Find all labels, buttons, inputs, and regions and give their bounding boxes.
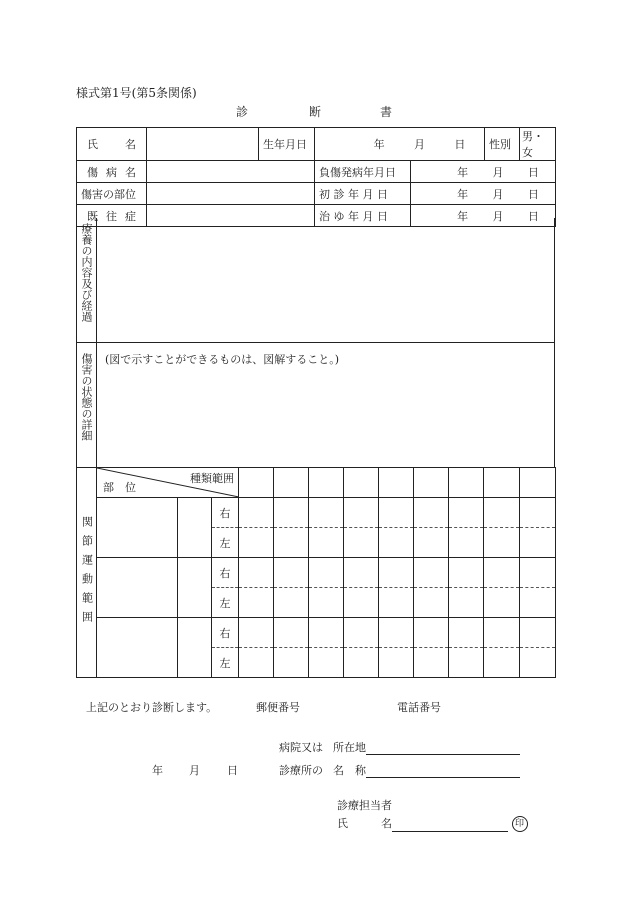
range-cell[interactable] bbox=[309, 618, 344, 648]
phone-label: 電話番号 bbox=[397, 701, 441, 714]
range-cell[interactable] bbox=[414, 588, 449, 618]
joint-part-field[interactable] bbox=[97, 558, 178, 618]
left-label: 左 bbox=[212, 648, 239, 678]
first-exam-label: 初 診 年 月 日 bbox=[315, 183, 411, 205]
patient-info-table bbox=[76, 127, 556, 227]
cure-date-field[interactable]: 年 月 日 bbox=[411, 205, 556, 227]
range-cell[interactable] bbox=[449, 528, 484, 558]
address-row bbox=[333, 739, 520, 755]
range-cell[interactable] bbox=[274, 498, 309, 528]
condition-label: 傷害の状態の詳細 bbox=[77, 343, 97, 467]
range-cell[interactable] bbox=[484, 558, 520, 588]
range-cell[interactable] bbox=[344, 648, 379, 678]
doctor-name-field[interactable] bbox=[392, 819, 508, 832]
hospital-line-2: 診療所の bbox=[279, 764, 323, 777]
range-cell[interactable] bbox=[344, 588, 379, 618]
birth-date-field[interactable]: 年 月 日 bbox=[315, 128, 485, 161]
history-label-cell: 既 往 症 bbox=[77, 205, 147, 227]
header-part: 部 位 bbox=[103, 481, 136, 494]
range-cell[interactable] bbox=[379, 588, 414, 618]
range-cell[interactable] bbox=[379, 618, 414, 648]
facility-name-row bbox=[333, 762, 520, 778]
range-cell[interactable] bbox=[309, 498, 344, 528]
range-cell[interactable] bbox=[520, 468, 556, 498]
range-cell[interactable] bbox=[484, 468, 520, 498]
range-cell[interactable] bbox=[520, 558, 556, 588]
range-cell[interactable] bbox=[414, 498, 449, 528]
range-cell[interactable] bbox=[520, 588, 556, 618]
diagnosis-statement: 上記のとおり診断します。 bbox=[86, 701, 218, 714]
range-cell[interactable] bbox=[309, 468, 344, 498]
left-label: 左 bbox=[212, 588, 239, 618]
range-cell[interactable] bbox=[239, 648, 274, 678]
treatment-label: 療養の内容及び経過 bbox=[77, 218, 97, 342]
treatment-section[interactable] bbox=[76, 218, 555, 343]
sex-label: 性別 bbox=[485, 128, 520, 161]
title-char-3: 書 bbox=[380, 105, 393, 119]
header-type-range: 種類範囲 bbox=[190, 472, 235, 485]
range-cell[interactable] bbox=[484, 588, 520, 618]
injury-date-field[interactable]: 年 月 日 bbox=[411, 161, 556, 183]
disease-field[interactable] bbox=[147, 161, 315, 183]
range-cell[interactable] bbox=[449, 468, 484, 498]
document-title bbox=[0, 103, 630, 119]
range-cell[interactable] bbox=[274, 558, 309, 588]
range-cell[interactable] bbox=[449, 558, 484, 588]
sex-choice[interactable]: 男・女 bbox=[520, 128, 556, 161]
range-cell[interactable] bbox=[449, 618, 484, 648]
name-label-cell: 氏 名 bbox=[77, 128, 147, 161]
date-day: 日 bbox=[227, 764, 238, 777]
range-cell[interactable] bbox=[520, 528, 556, 558]
right-label: 右 bbox=[212, 498, 239, 528]
range-cell[interactable] bbox=[274, 648, 309, 678]
right-label: 右 bbox=[212, 618, 239, 648]
range-cell[interactable] bbox=[344, 558, 379, 588]
range-cell[interactable] bbox=[379, 468, 414, 498]
range-cell[interactable] bbox=[344, 468, 379, 498]
joint-part-field[interactable] bbox=[97, 498, 178, 558]
range-cell[interactable] bbox=[379, 528, 414, 558]
range-cell[interactable] bbox=[414, 648, 449, 678]
range-cell[interactable] bbox=[344, 528, 379, 558]
joint-part-field[interactable] bbox=[97, 618, 178, 678]
seal-icon: 印 bbox=[512, 816, 528, 832]
range-cell[interactable] bbox=[309, 528, 344, 558]
range-cell[interactable] bbox=[414, 618, 449, 648]
joint-range-table bbox=[76, 467, 556, 678]
range-cell[interactable] bbox=[239, 468, 274, 498]
range-cell[interactable] bbox=[239, 558, 274, 588]
range-cell[interactable] bbox=[414, 468, 449, 498]
address-field[interactable] bbox=[366, 742, 520, 755]
range-cell[interactable] bbox=[449, 648, 484, 678]
range-cell[interactable] bbox=[274, 588, 309, 618]
range-cell[interactable] bbox=[449, 588, 484, 618]
range-cell[interactable] bbox=[239, 618, 274, 648]
joint-side-label: 関節運動範囲 bbox=[77, 468, 97, 678]
title-char-1: 診 bbox=[236, 105, 249, 119]
damaged-part-field[interactable] bbox=[147, 183, 315, 205]
facility-name-label: 名 称 bbox=[333, 764, 366, 777]
range-cell[interactable] bbox=[414, 528, 449, 558]
cure-date-label: 治 ゆ 年 月 日 bbox=[315, 205, 411, 227]
range-cell[interactable] bbox=[449, 498, 484, 528]
address-label: 所在地 bbox=[333, 741, 366, 754]
range-cell[interactable] bbox=[344, 618, 379, 648]
date-month: 月 bbox=[189, 764, 200, 777]
title-char-2: 断 bbox=[309, 105, 322, 119]
doctor-name-label: 氏 名 bbox=[337, 817, 392, 830]
name-field[interactable] bbox=[147, 128, 259, 161]
range-cell[interactable] bbox=[274, 468, 309, 498]
right-label: 右 bbox=[212, 558, 239, 588]
range-cell[interactable] bbox=[274, 528, 309, 558]
left-label: 左 bbox=[212, 528, 239, 558]
range-cell[interactable] bbox=[484, 648, 520, 678]
range-cell[interactable] bbox=[520, 618, 556, 648]
date-year: 年 bbox=[152, 764, 163, 777]
range-cell[interactable] bbox=[239, 528, 274, 558]
doctor-label: 診療担当者 bbox=[337, 799, 392, 812]
range-cell[interactable] bbox=[239, 498, 274, 528]
range-cell[interactable] bbox=[379, 498, 414, 528]
range-cell[interactable] bbox=[274, 618, 309, 648]
range-cell[interactable] bbox=[239, 588, 274, 618]
form-number: 様式第1号(第5条関係) bbox=[76, 86, 197, 100]
doctor-name-row bbox=[337, 815, 528, 832]
joint-header-diagonal bbox=[97, 468, 239, 498]
range-cell[interactable] bbox=[379, 648, 414, 678]
range-cell[interactable] bbox=[344, 498, 379, 528]
range-cell[interactable] bbox=[484, 618, 520, 648]
range-cell[interactable] bbox=[484, 498, 520, 528]
range-cell[interactable] bbox=[520, 648, 556, 678]
range-cell[interactable] bbox=[309, 648, 344, 678]
hospital-line-1: 病院又は bbox=[279, 741, 323, 754]
joint-sub-field[interactable] bbox=[178, 618, 212, 678]
range-cell[interactable] bbox=[379, 558, 414, 588]
condition-section[interactable] bbox=[76, 343, 555, 468]
damaged-part-label: 傷害の部位 bbox=[77, 183, 147, 205]
range-cell[interactable] bbox=[520, 498, 556, 528]
first-exam-field[interactable]: 年 月 日 bbox=[411, 183, 556, 205]
injury-date-label: 負傷発病年月日 bbox=[315, 161, 411, 183]
range-cell[interactable] bbox=[309, 588, 344, 618]
facility-name-field[interactable] bbox=[366, 765, 520, 778]
postal-label: 郵便番号 bbox=[256, 701, 300, 714]
disease-label-cell: 傷 病 名 bbox=[77, 161, 147, 183]
joint-sub-field[interactable] bbox=[178, 558, 212, 618]
range-cell[interactable] bbox=[309, 558, 344, 588]
joint-sub-field[interactable] bbox=[178, 498, 212, 558]
range-cell[interactable] bbox=[414, 558, 449, 588]
range-cell[interactable] bbox=[484, 528, 520, 558]
condition-note: (図で示すことができるものは、図解すること。) bbox=[105, 353, 340, 366]
birth-label: 生年月日 bbox=[259, 128, 315, 161]
